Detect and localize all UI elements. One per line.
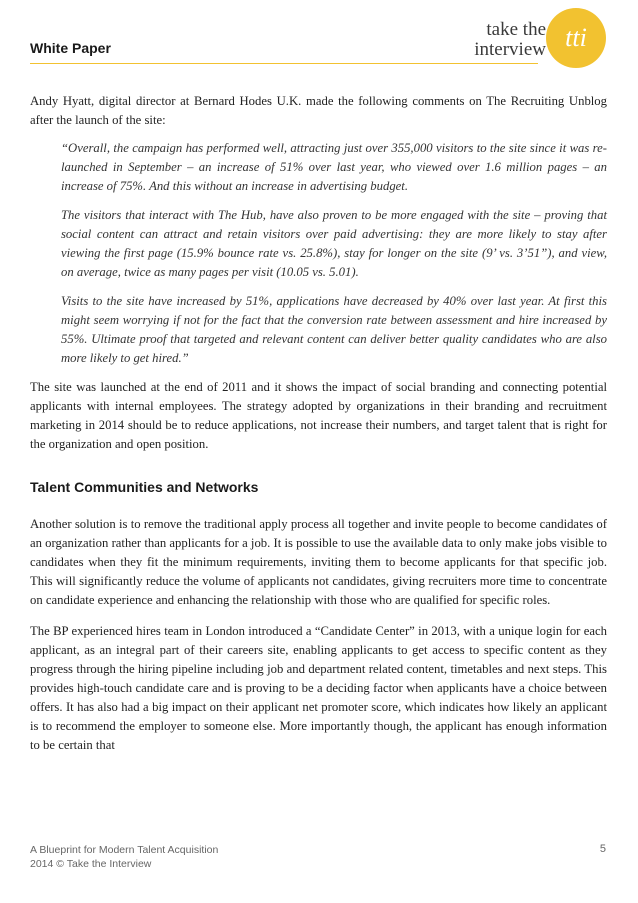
quote-paragraph: “Overall, the campaign has performed well, attracting just over 355,000 visitors to the site since it was re-launched in September – an increase of 51% over last year, who viewed over 1.6 million pages – an increase of 75%. And this without an increase in advertising budget. <box>61 141 607 193</box>
page-body <box>30 92 607 767</box>
logo-line-2: interview <box>474 39 546 60</box>
section-heading: Talent Communities and Networks <box>30 479 259 495</box>
page-number: 5 <box>599 843 606 855</box>
document-type-title: White Paper <box>30 40 111 56</box>
brand-logo-text <box>474 20 546 60</box>
summary-paragraph: The site was launched at the end of 2011 and it shows the impact of social branding and connecting potential applicants with internal employees. The strategy adopted by organizations in their branding and recruitment marketing in 2014 should be to reduce applications, not increase their numbers, and target talent that is right for the organization and open position. <box>30 380 607 451</box>
block-quote <box>30 139 607 368</box>
intro-paragraph: Andy Hyatt, digital director at Bernard Hodes U.K. made the following comments on The Recruiting Unblog after the launch of the site: <box>30 94 607 127</box>
brand-logo-circle: tti <box>546 8 606 68</box>
logo-line-1: take the <box>486 19 546 40</box>
footer-info <box>30 843 218 871</box>
footer-publication-title: A Blueprint for Modern Talent Acquisition <box>30 844 219 856</box>
quote-paragraph: Visits to the site have increased by 51%, applications have decreased by 40% over last year. At first this might seem worrying if not for the fact that the conversion rate between assessment and hire increased by 55%. Ultimate proof that targeted and relevant content can deliver better quality candidates who are also more likely to get hired.” <box>61 294 607 365</box>
quote-paragraph: The visitors that interact with The Hub, have also proven to be more engaged with the site – proving that social content can attract and retain visitors over paid advertising: they are more likely to stay after viewing the first page (15.9% bounce rate vs. 25.8%), stay for longer on the site (9’ vs. 3’51”), and view, on average, twice as many pages per visit (10.05 vs. 5.01). <box>61 208 607 279</box>
header-divider <box>30 63 538 64</box>
footer-copyright: 2014 © Take the Interview <box>30 858 152 870</box>
body-paragraph: The BP experienced hires team in London introduced a “Candidate Center” in 2013, with a unique login for each applicant, as an integral part of their careers site, enabling applicants to get access to specific content as they progress through the hiring pipeline including job and department related content, timetables and next steps. This provides high-touch candidate care and is proving to be a deciding factor when applicants have a choice between offers. It has also had a big impact on their applicant net promoter score, which indicates how likely an applicant is to recommend the employer to someone else. More importantly though, the applicant has enough information to be certain that <box>30 624 607 752</box>
body-paragraph: Another solution is to remove the traditional apply process all together and invite people to become candidates of an organization rather than applicants for a job. It is possible to use the available data to only make jobs visible to candidates when they fit the minimum requirements, inviting them to become applicants for that specific job. This will significantly reduce the volume of applicants not candidates, giving recruiters more time to concentrate on candidate experience and enhancing the relationship with those who are qualified for specific roles. <box>30 517 607 607</box>
